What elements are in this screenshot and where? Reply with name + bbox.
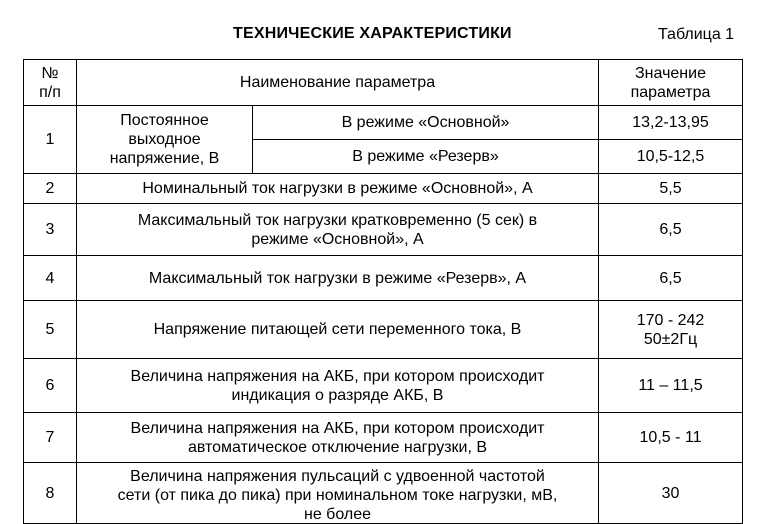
sub-parameter-name: В режиме «Резерв» [253,140,599,174]
table-row [24,413,743,463]
parameter-value-line: 170 - 242 [636,311,705,329]
header-number-line1: № [41,64,59,82]
parameter-name-line: сети (от пика до пика) при номинальном токе нагрузки, мВ, [117,487,558,504]
header-number-cell [24,60,77,106]
parameter-value-cell: 10,5-12,5 [599,140,743,174]
table-row [24,359,743,413]
parameter-name-line: Максимальный ток нагрузки кратковременно (5 сек) в [137,211,538,229]
table-row [24,256,743,301]
parameter-value-cell: 13,2-13,95 [599,106,743,140]
parameter-value-cell: 5,5 [599,174,743,204]
header-value-cell [599,60,743,106]
table-row [24,204,743,256]
parameter-value-line: 50±2Гц [643,330,698,348]
parameter-value-cell: 11 – 11,5 [599,359,743,413]
parameter-name-cell [77,413,599,463]
header-number-line2: п/п [39,83,61,101]
parameter-value-cell: 6,5 [599,204,743,256]
row-number-cell: 6 [24,359,77,413]
parameter-value-cell [599,301,743,359]
header-value-line1: Значение [635,64,706,82]
parameter-name-line: режиме «Основной», А [251,230,424,248]
parameter-name-line: индикация о разряде АКБ, В [231,386,444,404]
table-row [24,106,743,140]
row-number-cell: 3 [24,204,77,256]
parameter-name-cell [77,463,599,524]
row-number-cell: 7 [24,413,77,463]
row-number-cell: 2 [24,174,77,204]
header-name-cell: Наименование параметра [77,60,599,106]
parameter-value-cell: 6,5 [599,256,743,301]
table-row [24,301,743,359]
row-number-cell: 5 [24,301,77,359]
row-number-cell: 1 [24,106,77,174]
table-header-row [24,60,743,106]
parameter-name-line: автоматическое отключение нагрузки, В [187,438,488,456]
parameter-name-cell: Напряжение питающей сети переменного тока, В [77,301,599,359]
parameter-name-line: Величина напряжения на АКБ, при котором происходит [130,419,545,437]
table-number-label: Таблица 1 [658,26,735,43]
parameter-name-clip [81,463,594,523]
table-row [24,463,743,524]
parameter-group-line: напряжение, В [109,150,220,167]
header-value-line2: параметра [630,83,711,101]
parameter-value-cell: 30 [599,463,743,524]
parameter-name-cell: Номинальный ток нагрузки в режиме «Основной», А [77,174,599,204]
document-title: ТЕХНИЧЕСКИЕ ХАРАКТЕРИСТИКИ [233,25,512,42]
parameter-group-line: выходное [128,131,201,148]
parameter-value-cell: 10,5 - 11 [599,413,743,463]
parameter-group-cell [77,106,253,174]
row-number-cell: 4 [24,256,77,301]
sub-parameter-name: В режиме «Основной» [253,106,599,140]
row-number-cell: 8 [24,463,77,524]
parameter-name-line: не более [303,506,372,523]
parameter-name-line: Величина напряжения пульсаций с удвоенной частотой [130,468,545,485]
parameter-name-cell: Максимальный ток нагрузки в режиме «Резерв», А [77,256,599,301]
specifications-table [23,59,743,524]
parameter-group-line: Постоянное [120,112,209,129]
parameter-name-cell [77,359,599,413]
table-row [24,174,743,204]
parameter-name-cell [77,204,599,256]
parameter-name-line: Величина напряжения на АКБ, при котором происходит [130,367,545,385]
